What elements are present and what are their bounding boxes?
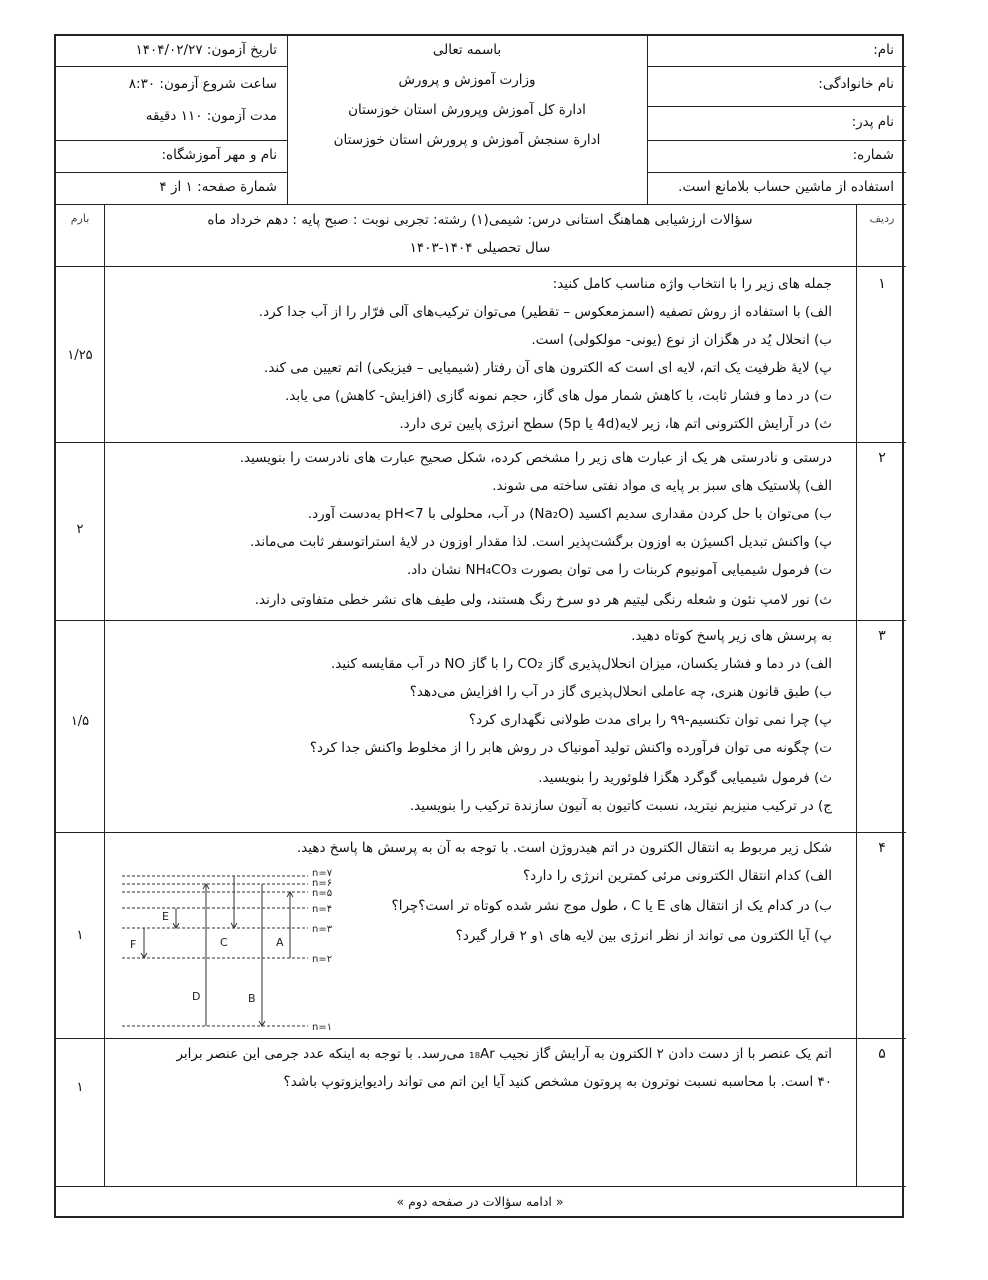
question-1-line: ث) در آرایش الکترونی اتم ها، زیر لایه(4d یا 5p) سطح انرژی پایین تری دارد. <box>399 416 832 432</box>
father-field-label: نام پدر: <box>851 114 894 130</box>
question-4-line: الف) کدام انتقال الکترونی مرئی کمترین انرژی را دارد؟ <box>522 868 832 884</box>
question-1-line: جمله های زیر را با انتخاب واژه مناسب کامل کنید: <box>552 276 832 292</box>
exam-title: سؤالات ارزشیابی هماهنگ استانی درس: شیمی(۱) رشته: تجربی نوبت : صبح پایه : دهم خرداد ماه <box>207 212 753 228</box>
question-1-score: ۱/۲۵ <box>67 348 93 363</box>
transition-label-e: E <box>162 910 169 923</box>
question-2-line: ث) نور لامپ نئون و شعله رنگی لیتیم هر دو سرخ رنگ هستند، ولی طیف های نشر خطی متفاوتی دارند. <box>254 592 832 608</box>
transition-label-d: D <box>192 990 201 1003</box>
question-4-number: ۴ <box>878 840 886 856</box>
question-4-line: ب) در کدام یک از انتقال های E یا C ، طول موج نشر شده کوتاه تر است؟چرا؟ <box>391 898 832 914</box>
question-1-line: ت) در دما و فشار ثابت، با کاهش شمار مول های گاز، حجم نمونه گازی (افزایش- کاهش) می یابد. <box>284 388 832 404</box>
question-1-line: پ) لایۀ ظرفیت یک اتم، لایه ای است که الکترون های آن رفتار (شیمیایی – فیزیکی) اتم تعیین می کند. <box>264 360 832 376</box>
hydrogen-energy-level-diagram <box>122 868 362 1034</box>
row-column-header: ردیف <box>869 212 895 225</box>
question-2-number: ۲ <box>878 450 886 466</box>
question-3-line: ب) طبق قانون هنری، چه عاملی انحلال‌پذیری گاز در آب را افزایش می‌دهد؟ <box>409 684 832 700</box>
question-3-line: الف) در دما و فشار یکسان، میزان انحلال‌پذیری گاز CO₂ را با گاز NO در آب مقایسه کنید. <box>331 656 832 672</box>
question-3-line: ث) فرمول شیمیایی گوگرد هگزا فلوئورید را بنویسید. <box>538 770 832 786</box>
question-5-score: ۱ <box>76 1080 84 1095</box>
question-5-number: ۵ <box>878 1046 886 1062</box>
level-label-n6: n=۶ <box>312 878 333 889</box>
question-2-line: ت) فرمول شیمیایی آمونیوم کربنات را می توان بصورت NH₄CO₃ نشان داد. <box>407 562 832 578</box>
question-1-line: الف) با استفاده از روش تصفیه (اسمزمعکوس – تقطیر) می‌توان ترکیب‌های آلی فرّار را از آب جدا کرد. <box>258 304 832 320</box>
transition-label-c: C <box>220 936 228 949</box>
page-number: شمارة صفحه: ۱ از ۴ <box>159 179 277 195</box>
question-3-line: به پرسش های زیر پاسخ کوتاه دهید. <box>631 628 832 644</box>
header-line-3: ادارة کل آموزش وپرورش استان خوزستان <box>348 102 586 118</box>
question-3-line: ت) چگونه می توان فرآورده واکنش تولید آمونیاک در روش هابر را از مخلوط واکنش جدا کرد؟ <box>309 740 832 756</box>
question-5-line: اتم یک عنصر با از دست دادن ۲ الکترون به آرایش گاز نجیب ₁₈Ar می‌رسد. با توجه به اینکه عدد جرمی این عنصر برابر <box>176 1046 832 1062</box>
question-2-line: ب) می‌توان با حل کردن مقداری سدیم اکسید (Na₂O) در آب، محلولی با pH<7 به‌دست آورد. <box>307 506 832 522</box>
question-3-score: ۱/۵ <box>70 714 90 729</box>
question-5-line: ۴۰ است. با محاسبه نسبت نوترون به پروتون مشخص کنید آیا این اتم می تواند رادیوایزوتوپ باشد؟ <box>283 1074 832 1090</box>
school-stamp-label: نام و مهر آموزشگاه: <box>161 147 277 163</box>
transition-label-b: B <box>248 992 256 1005</box>
family-field-label: نام خانوادگی: <box>818 76 894 92</box>
question-4-score: ۱ <box>76 928 84 943</box>
name-field-label: نام: <box>873 42 894 58</box>
exam-date: تاریخ آزمون: ۱۴۰۴/۰۲/۲۷ <box>135 42 277 58</box>
question-4-line: پ) آیا الکترون می تواند از نظر انرژی بین لایه های ۱و ۲ قرار گیرد؟ <box>455 928 832 944</box>
exam-duration: مدت آزمون: ۱۱۰ دقیقه <box>145 108 277 124</box>
calculator-note: استفاده از ماشین حساب بلامانع است. <box>678 179 894 195</box>
question-2-line: درستی و نادرستی هر یک از عبارت های زیر را مشخص کرده، شکل صحیح عبارت های نادرست را بنویسید. <box>239 450 832 466</box>
level-label-n4: n=۴ <box>312 904 333 915</box>
exam-year: سال تحصیلی ۱۴۰۴-۱۴۰۳ <box>409 240 551 256</box>
level-label-n2: n=۲ <box>312 954 333 965</box>
header-line-4: ادارة سنجش آموزش و پرورش استان خوزستان <box>333 132 601 148</box>
level-label-n7: n=۷ <box>312 868 333 879</box>
score-column-header: بارم <box>70 212 90 225</box>
exam-start-time: ساعت شروع آزمون: ۸:۳۰ <box>128 76 277 92</box>
level-label-n3: n=۳ <box>312 924 333 935</box>
question-1-line: ب) انحلال یُد در هگزان از نوع (یونی- مولکولی) است. <box>531 332 832 348</box>
question-3-number: ۳ <box>878 628 886 644</box>
transition-label-f: F <box>130 938 137 951</box>
question-1-number: ۱ <box>878 276 886 292</box>
level-label-n5: n=۵ <box>312 888 333 899</box>
question-2-line: الف) پلاستیک های سبز بر پایه ی مواد نفتی ساخته می شوند. <box>492 478 832 494</box>
continue-note: « ادامه سؤالات در صفحه دوم » <box>396 1194 564 1209</box>
question-2-score: ۲ <box>76 522 84 537</box>
question-4-line: شکل زیر مربوط به انتقال الکترون در اتم هیدروژن است. با توجه به آن به پرسش ها پاسخ دهید. <box>296 840 832 856</box>
header-line-1: باسمه تعالی <box>432 42 502 58</box>
level-label-n1: n=۱ <box>312 1022 333 1033</box>
seat-field-label: شماره: <box>852 147 894 163</box>
question-3-line: پ) چرا نمی توان تکنسیم-۹۹ را برای مدت طولانی نگهداری کرد؟ <box>468 712 832 728</box>
exam-page <box>54 34 904 1218</box>
question-3-line: ج) در ترکیب منیزیم نیترید، نسبت کاتیون به آنیون سازندة ترکیب را بنویسید. <box>409 798 832 814</box>
header-line-2: وزارت آموزش و پرورش <box>398 72 536 88</box>
question-2-line: پ) واکنش تبدیل اکسیژن به اوزون برگشت‌پذیر است. لذا مقدار اوزون در لایۀ استراتوسفر ثابت می‌ماند. <box>249 534 832 550</box>
transition-label-a: A <box>276 936 284 949</box>
